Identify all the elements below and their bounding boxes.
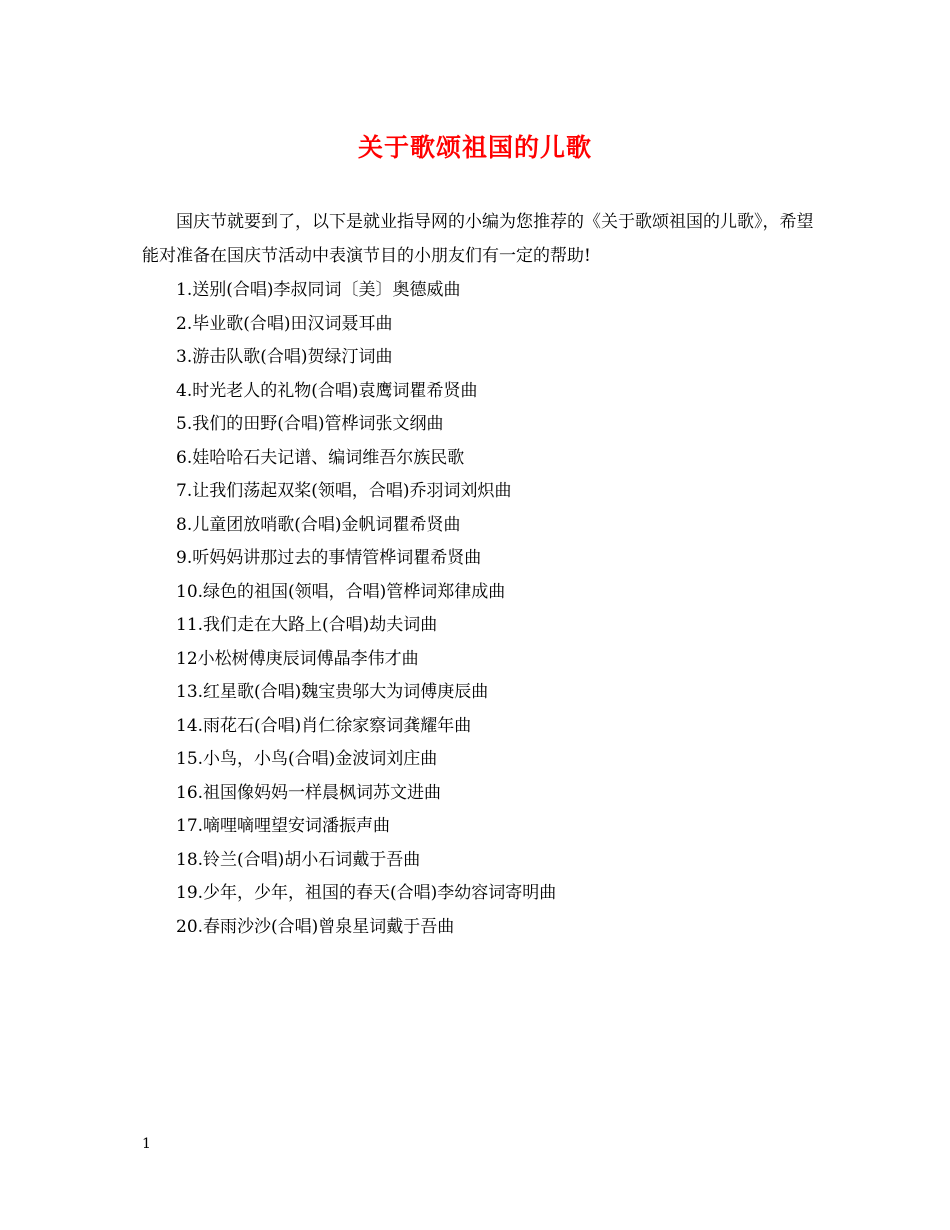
list-item: 15.小鸟，小鸟(合唱)金波词刘庄曲 [176,749,438,769]
list-item: 1.送别(合唱)李叔同词〔美〕奥德威曲 [176,280,461,300]
page-title: 关于歌颂祖国的儿歌 [357,133,592,162]
page-number: 1 [142,1136,151,1152]
list-item: 18.铃兰(合唱)胡小石词戴于吾曲 [176,849,421,870]
list-item: 20.春雨沙沙(合唱)曾泉星词戴于吾曲 [176,916,455,937]
list-item: 4.时光老人的礼物(合唱)袁鹰词瞿希贤曲 [176,380,478,401]
list-item: 13.红星歌(合唱)魏宝贵邬大为词傅庚辰曲 [176,682,489,702]
list-item: 8.儿童团放哨歌(合唱)金帆词瞿希贤曲 [176,514,461,535]
intro-paragraph: 国庆节就要到了，以下是就业指导网的小编为您推荐的《关于歌颂祖国的儿歌》，希望能对准备在国庆节活动中表演节目的小朋友们有一定的帮助! [142,212,814,266]
list-item: 3.游击队歌(合唱)贺绿汀词曲 [176,347,393,367]
song-list [176,274,816,944]
list-item: 17.嘀哩嘀哩望安词潘振声曲 [176,816,391,836]
list-item: 16.祖国像妈妈一样晨枫词苏文进曲 [176,782,442,803]
list-item: 12小松树傅庚辰词傅晶李伟才曲 [176,648,419,669]
list-item: 9.听妈妈讲那过去的事情管桦词瞿希贤曲 [176,548,482,568]
list-item: 11.我们走在大路上(合唱)劫夫词曲 [176,615,438,635]
list-item: 14.雨花石(合唱)肖仁徐家察词龚耀年曲 [176,715,472,736]
list-item: 19.少年，少年，祖国的春天(合唱)李幼容词寄明曲 [176,883,557,903]
list-item: 7.让我们荡起双桨(领唱，合唱)乔羽词刘炽曲 [176,481,512,501]
list-item: 5.我们的田野(合唱)管桦词张文纲曲 [176,414,444,434]
list-item: 6.娃哈哈石夫记谱、编词维吾尔族民歌 [176,447,465,468]
list-item: 2.毕业歌(合唱)田汉词聂耳曲 [176,313,393,334]
list-item: 10.绿色的祖国(领唱，合唱)管桦词郑律成曲 [176,581,506,602]
